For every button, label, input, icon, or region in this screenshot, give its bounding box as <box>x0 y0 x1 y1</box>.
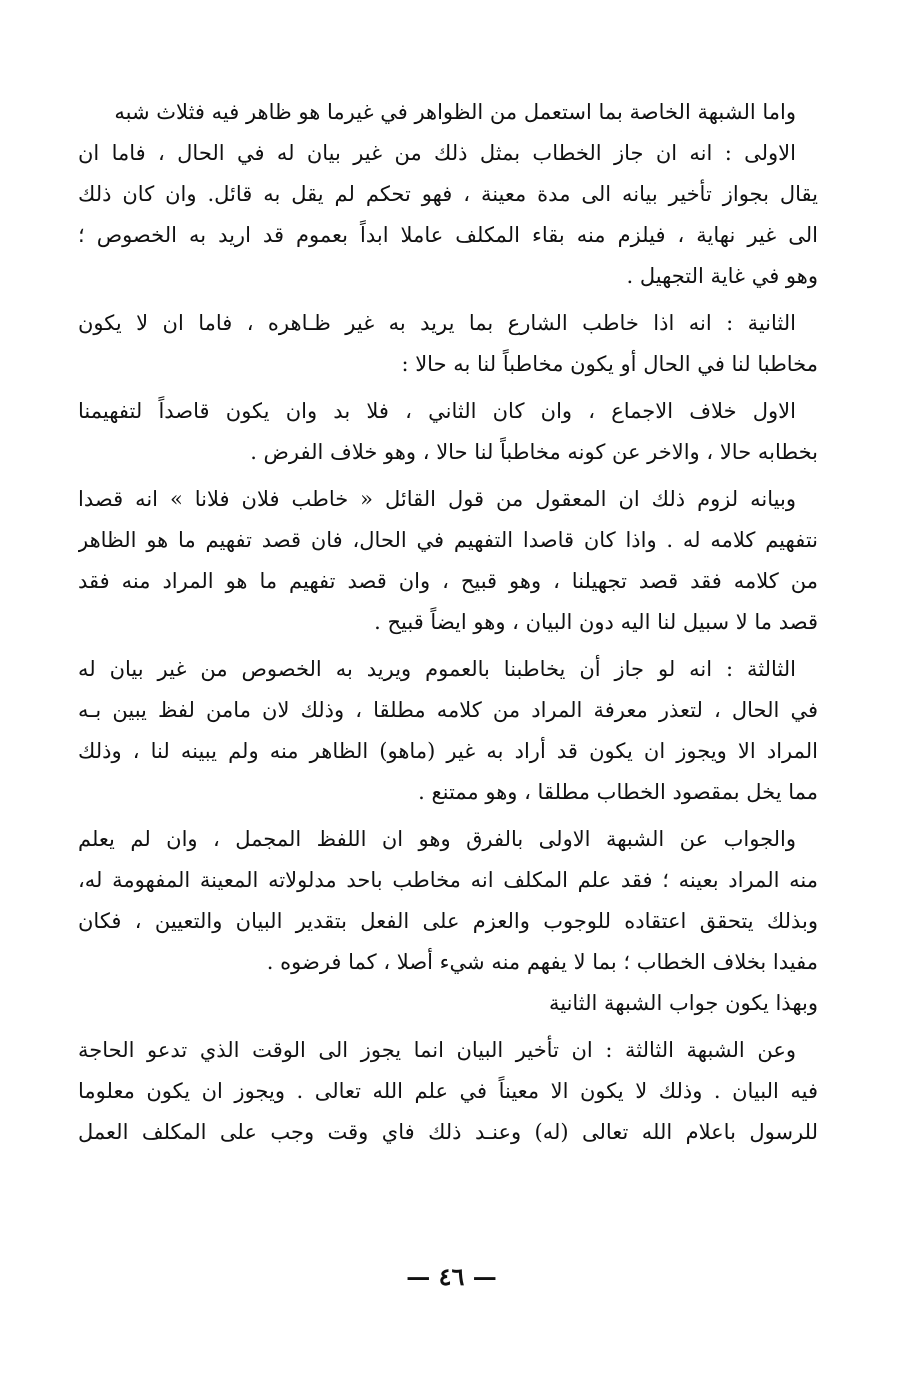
paragraph-intro <box>78 92 818 133</box>
text-line: وبيانه لزوم ذلك ان المعقول من قول القائل « خاطب فلان فلانا » انه قصدا <box>78 487 796 511</box>
text-line: وبهذا يكون جواب الشبهة الثانية <box>548 991 818 1015</box>
text-line: والجواب عن الشبهة الاولى بالفرق وهو ان اللفظ المجمل ، وان لم يعلم <box>78 827 796 851</box>
text-line: الثانية : انه اذا خاطب الشارع بما يريد به غير ظـاهره ، فاما ان لا يكون <box>78 311 796 335</box>
page-body <box>78 92 818 1382</box>
text-line: واما الشبهة الخاصة بما استعمل من الظواهر في غيرما هو ظاهر فيه فثلاث شبه <box>114 100 796 124</box>
text-line: الثالثة : انه لو جاز أن يخاطبنا بالعموم ويريد به الخصوص من غير بيان له <box>78 657 796 681</box>
text-line: وهو في غاية التجهيل . <box>626 264 818 288</box>
text-line: وعن الشبهة الثالثة : ان تأخير البيان انما يجوز الى الوقت الذي تدعو الحاجة <box>78 1038 796 1062</box>
text-line: الى غير نهاية ، فيلزم منه بقاء المكلف عاملا ابداً بعموم قد اريد به الخصوص ؛ <box>78 223 818 247</box>
paragraph-first-doubt <box>78 133 818 297</box>
paragraph-explanation <box>78 479 818 643</box>
text-line: المراد الا ويجوز ان يكون قد أراد به غير (ماهو) الظاهر منه ولم يبينه لنا ، وذلك <box>78 739 818 763</box>
text-line: في الحال ، لتعذر معرفة المراد من كلامه مطلقا ، وذلك لان مامن لفظ يبين بـه <box>78 698 818 722</box>
paragraph-first-case <box>78 391 818 473</box>
page-number: — ٤٦ — <box>406 1262 497 1291</box>
text-line: مما يخل بمقصود الخطاب مطلقا ، وهو ممتنع . <box>418 780 818 804</box>
text-line: الاولى : انه ان جاز الخطاب بمثل ذلك من غير بيان له في الحال ، فاما ان <box>78 141 796 165</box>
paragraph-answer-third <box>78 1030 818 1153</box>
text-line: مفيدا بخلاف الخطاب ؛ بما لا يفهم منه شيء أصلا ، كما فرضوه . <box>266 950 818 974</box>
text-line: الاول خلاف الاجماع ، وان كان الثاني ، فلا بد وان يكون قاصداً لتفهيمنا <box>78 399 796 423</box>
paragraph-second-doubt <box>78 303 818 385</box>
paragraph-third-doubt <box>78 649 818 813</box>
text-line: وبذلك يتحقق اعتقاده للوجوب والعزم على الفعل بتقدير البيان والتعيين ، فكان <box>78 909 818 933</box>
text-line: قصد ما لا سبيل لنا اليه دون البيان ، وهو ايضاً قبيح . <box>374 610 818 634</box>
text-line: فيه البيان . وذلك لا يكون الا معيناً في علم الله تعالى . ويجوز ان يكون معلوما <box>78 1079 818 1103</box>
text-line: منه المراد بعينه ؛ فقد علم المكلف انه مخاطب باحد مدلولاته المعينة المفهومة له، <box>78 868 818 892</box>
text-line: من كلامه فقد قصد تجهيلنا ، وهو قبيح ، وان قصد تفهيم ما هو المراد منه فقد <box>78 569 818 593</box>
text-line: بخطابه حالا ، والاخر عن كونه مخاطباً لنا حالا ، وهو خلاف الفرض . <box>250 440 818 464</box>
text-line: يقال بجواز تأخير بيانه الى مدة معينة ، فهو تحكم لم يقل به قائل. وان كان ذلك <box>78 182 818 206</box>
text-line: نتفهيم كلامه له . واذا كان قاصدا التفهيم في الحال، فان قصد تفهيم ما هو الظاهر <box>78 528 818 552</box>
text-line: للرسول باعلام الله تعالى (له) وعنـد ذلك فاي وقت وجب على المكلف العمل <box>78 1120 818 1144</box>
text-line: مخاطبا لنا في الحال أو يكون مخاطباً لنا به حالا : <box>401 352 818 376</box>
paragraph-answer-first <box>78 819 818 1024</box>
